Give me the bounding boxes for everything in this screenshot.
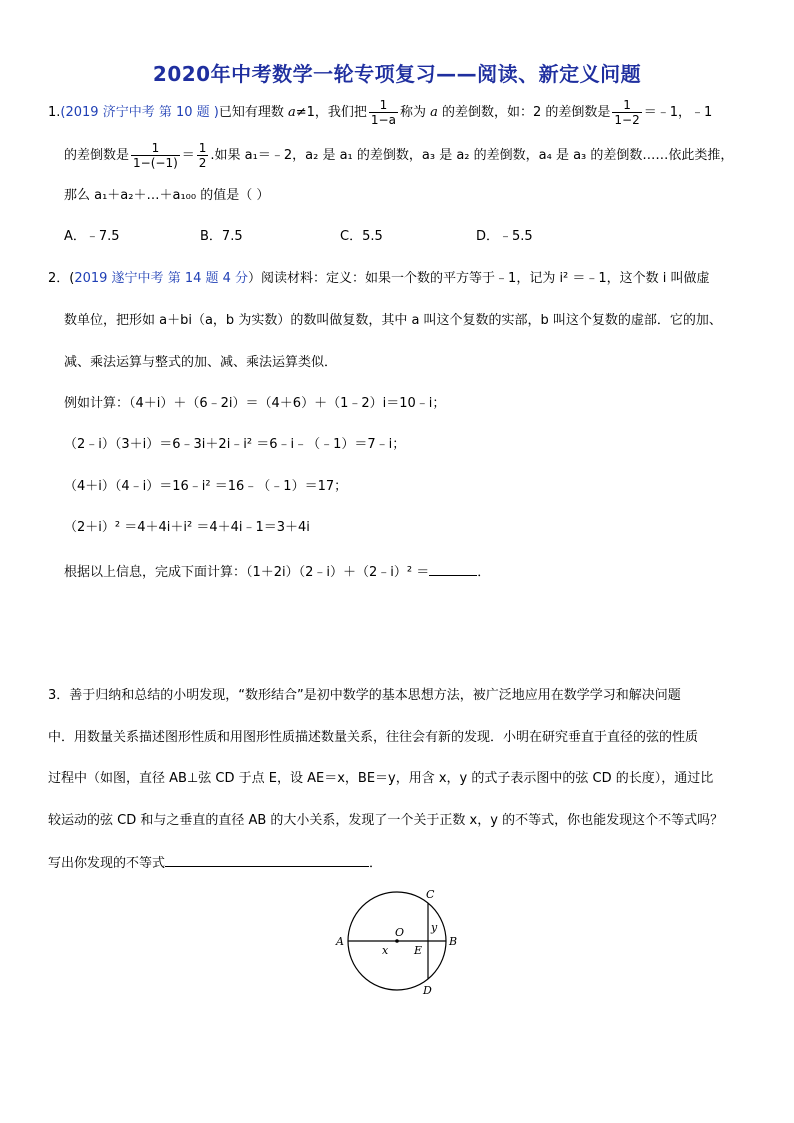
- q1-line-3: 那么 a₁＋a₂＋…＋a₁₀₀ 的值是（ ）: [64, 188, 270, 203]
- fraction-denominator: 2: [198, 156, 207, 170]
- q3-line-2: 中．用数量关系描述图形性质和用图形性质描述数量关系，往往会有新的发现．小明在研究垂直于直径的弦的性质: [48, 730, 699, 745]
- fraction-numerator: 1: [198, 141, 207, 155]
- label-y: y: [431, 921, 438, 934]
- q2-end-punct: ．: [477, 565, 491, 580]
- q1-text: ＝: [181, 148, 195, 163]
- q1-line-1: [48, 98, 712, 127]
- q2-text: ）阅读材料：定义：如果一个数的平方等于﹣1，记为 i² ＝﹣1，这个数 i 叫做虚: [248, 271, 710, 286]
- q1-option-a: A．﹣7.5: [64, 229, 120, 244]
- q2-example-4: （2＋i）² ＝4＋4i＋i² ＝4＋4i﹣1＝3＋4i: [64, 520, 310, 535]
- q1-text: 的差倒数是: [64, 148, 130, 163]
- q1-option-c: C．5.5: [340, 229, 383, 244]
- q2-ask-text: 根据以上信息，完成下面计算：（1＋2i）（2﹣i）＋（2﹣i）² ＝: [64, 565, 430, 580]
- q1-fraction-1: [369, 98, 398, 127]
- label-x: x: [382, 944, 389, 957]
- page-title: 2020年中考数学一轮专项复习——阅读、新定义问题: [152, 62, 642, 86]
- q2-example-2: （2﹣i）（3＋i）＝6﹣3i＋2i﹣i² ＝6﹣i﹣（﹣1）＝7﹣i；: [64, 437, 406, 452]
- q1-text: 称为: [399, 105, 431, 120]
- q3-prompt: 写出你发现的不等式: [48, 856, 166, 871]
- fraction-numerator: 1: [369, 98, 398, 113]
- q2-source: 2019 遂宁中考 第 14 题 4 分: [74, 271, 249, 286]
- q1-option-d: D．﹣5.5: [476, 229, 533, 244]
- q1-line-2: [64, 141, 733, 170]
- q2-answer-blank[interactable]: [429, 561, 477, 576]
- label-a: A: [336, 935, 344, 948]
- fraction-numerator: 1: [612, 98, 641, 113]
- q3-line-3: 过程中（如图，直径 AB⊥弦 CD 于点 E，设 AE＝x，BE＝y，用含 x，y 的式子表示图中的弦 CD 的长度），通过比: [48, 771, 714, 786]
- label-b: B: [449, 935, 458, 948]
- fraction-denominator: 1−(−1): [133, 156, 178, 170]
- label-d: D: [423, 984, 432, 996]
- q1-text: 已知有理数: [218, 105, 288, 120]
- q3-line-5: [48, 852, 382, 873]
- q1-source: (2019 济宁中考 第 10 题 ): [60, 105, 219, 120]
- q2-example-1: 例如计算：（4＋i）＋（6﹣2i）＝（4＋6）＋（1﹣2）i＝10﹣i；: [64, 396, 446, 411]
- q1-var-a: a: [430, 105, 438, 120]
- q3-end-punct: ．: [369, 856, 383, 871]
- q2-question: [64, 561, 490, 582]
- q2-line-2: 数单位，把形如 a＋bi（a，b 为实数）的数叫做复数，其中 a 叫这个复数的实部，b 叫这个复数的虚部．它的加、: [64, 313, 722, 328]
- label-c: C: [426, 888, 435, 901]
- q2-example-3: （4＋i）（4﹣i）＝16﹣i² ＝16﹣（﹣1）＝17；: [64, 479, 348, 494]
- circle-figure: [334, 884, 464, 996]
- fraction-denominator: 1−2: [614, 113, 640, 127]
- q1-text: .如果 a₁＝﹣2，a₂ 是 a₁ 的差倒数，a₃ 是 a₂ 的差倒数，a₄ 是 a₃ 的差倒数……依此类推，: [210, 148, 734, 163]
- q2-number: 2．(: [48, 271, 75, 286]
- q1-text: ＝﹣1，﹣1: [643, 105, 713, 120]
- q1-number: 1.: [48, 105, 61, 120]
- q2-line-3: 减、乘法运算与整式的加、减、乘法运算类似．: [64, 355, 338, 370]
- q1-var-a: a: [287, 105, 296, 120]
- q1-fraction-4: [197, 141, 209, 170]
- fraction-denominator: 1−a: [370, 113, 396, 127]
- label-o: O: [395, 926, 405, 939]
- label-e: E: [414, 944, 423, 957]
- q1-text: ≠1，我们把: [295, 105, 367, 120]
- q1-fraction-3: [131, 141, 180, 170]
- q3-answer-blank[interactable]: [165, 852, 369, 867]
- center-point: [395, 939, 399, 943]
- q3-line-4: 较运动的弦 CD 和与之垂直的直径 AB 的大小关系，发现了一个关于正数 x，y 的不等式，你也能发现这个不等式吗？: [48, 813, 724, 828]
- q1-text: 的差倒数，如：2 的差倒数是: [437, 105, 611, 120]
- fraction-numerator: 1: [131, 141, 180, 156]
- q1-option-b: B．7.5: [200, 229, 243, 244]
- q1-fraction-2: [612, 98, 641, 127]
- q3-line-1: 3．善于归纳和总结的小明发现，“数形结合”是初中数学的基本思想方法，被广泛地应用在数学学习和解决问题: [48, 688, 681, 703]
- q2-line-1: [48, 270, 710, 288]
